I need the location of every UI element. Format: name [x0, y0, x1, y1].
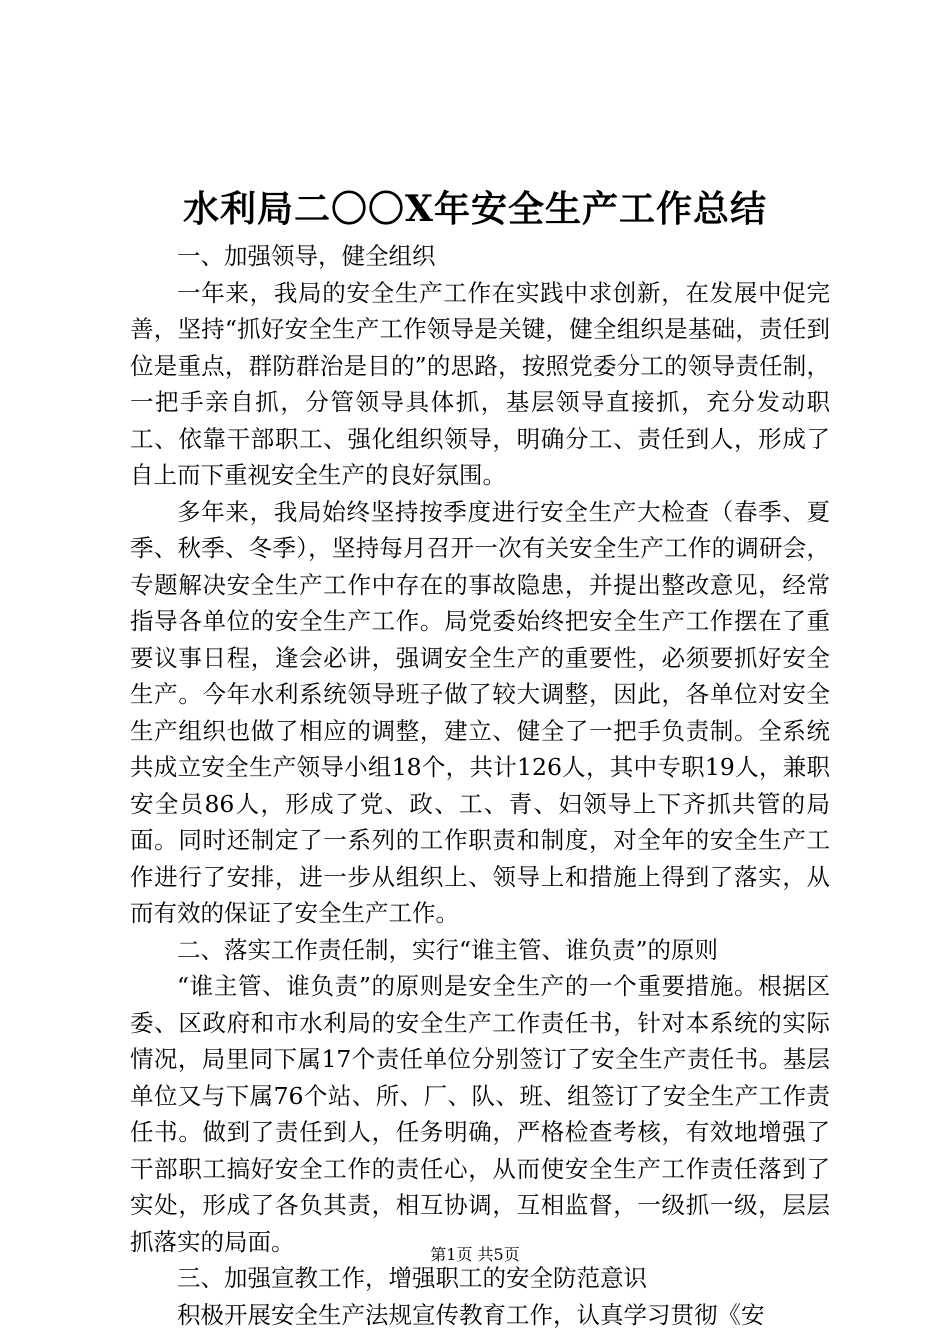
section-heading-1: 一、加强领导，健全组织 [177, 242, 436, 270]
page-footer: 第1页 共5页 [430, 1245, 520, 1264]
section-heading-2: 二、落实工作责任制，实行“谁主管、谁负责”的原则 [177, 935, 719, 964]
section-heading-3: 三、加强宣教工作，增强职工的安全防范意识 [177, 1264, 647, 1292]
paragraph: “谁主管、谁负责”的原则是安全生产的一个重要措施。根据区委、区政府和市水利局的安全生产工作责任书，针对本系统的实际情况，局里同下属17个责任单位分别签订了安全生产责任书。基层单位又与下属76个站、所、厂、队、班、组签订了安全生产工作责任书。做到了责任到人，任务明确，严格检查考核，有效地增强了干部职工搞好安全工作的责任心，从而使安全生产工作责任落到了实处，形成了各负其责，相互协调，互相监督，一级抓一级，层层抓落实的局面。 [130, 972, 830, 1256]
paragraph: 一年来，我局的安全生产工作在实践中求创新，在发展中促完善，坚持“抓好安全生产工作领导是关键，健全组织是基础，责任到位是重点，群防群治是目的”的思路，按照党委分工的领导责任制，一把手亲自抓，分管领导具体抓，基层领导直接抓，充分发动职工、依靠干部职工、强化组织领导，明确分工、责任到人，形成了自上而下重视安全生产的良好氛围。 [130, 278, 830, 489]
document-title: 水利局二〇〇X年安全生产工作总结 [183, 188, 767, 230]
paragraph: 多年来，我局始终坚持按季度进行安全生产大检查（春季、夏季、秋季、冬季），坚持每月召开一次有关安全生产工作的调研会，专题解决安全生产工作中存在的事故隐患，并提出整改意见，经常指导各单位的安全生产工作。局党委始终把安全生产工作摆在了重要议事日程，逢会必讲，强调安全生产的重要性，必须要抓好安全生产。今年水利系统领导班子做了较大调整，因此，各单位对安全生产组织也做了相应的调整，建立、健全了一把手负责制。全系统共成立安全生产领导小组18个，共计126人，其中专职19人，兼职安全员86人，形成了党、政、工、青、妇领导上下齐抓共管的局面。同时还制定了一系列的工作职责和制度，对全年的安全生产工作进行了安排，进一步从组织上、领导上和措施上得到了落实，从而有效的保证了安全生产工作。 [130, 497, 830, 927]
document-body [130, 238, 830, 1333]
paragraph: 积极开展安全生产法规宣传教育工作，认真学习贯彻《安 [177, 1300, 765, 1329]
